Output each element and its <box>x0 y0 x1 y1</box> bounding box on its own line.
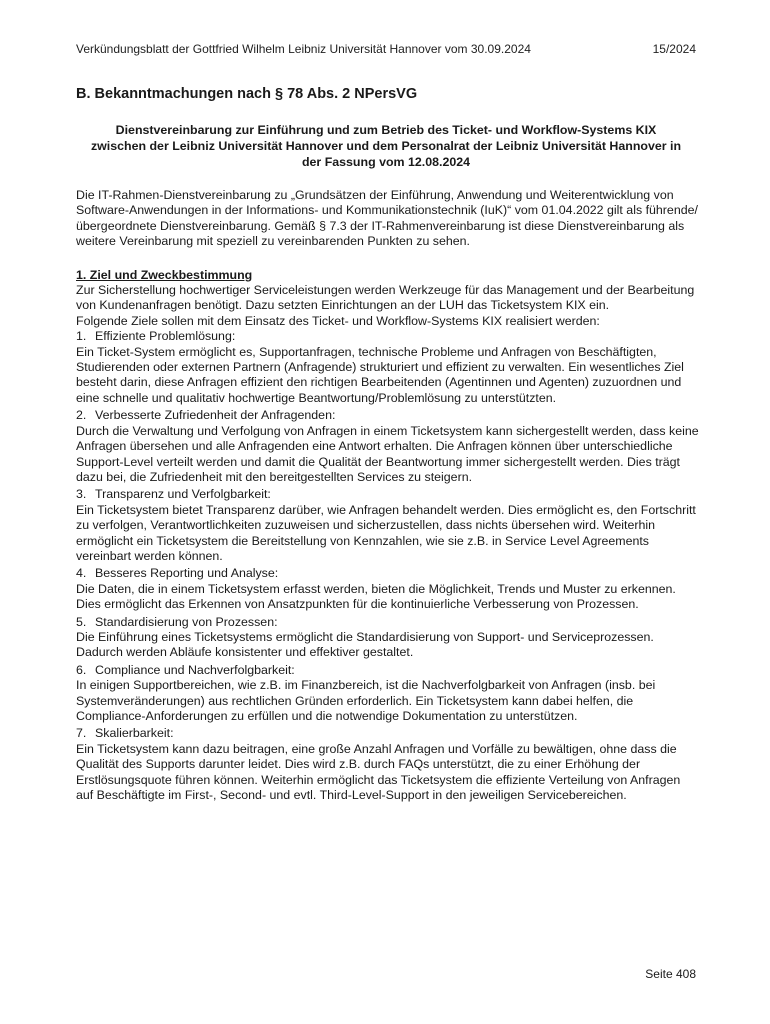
publication-line: Verkündungsblatt der Gottfried Wilhelm Leibniz Universität Hannover vom 30.09.2024 <box>76 42 531 56</box>
goal-title: Effiziente Problemlösung: <box>95 329 236 344</box>
goal-number: 7. <box>76 726 87 741</box>
goal-title: Verbesserte Zufriedenheit der Anfragenden: <box>95 408 336 423</box>
goal-number: 6. <box>76 662 87 677</box>
goal-number: 5. <box>76 614 87 629</box>
goal-item <box>76 487 700 564</box>
title-line-3: der Fassung vom 12.08.2024 <box>301 155 471 169</box>
goal-number: 1. <box>76 329 87 344</box>
goal-item <box>76 663 700 725</box>
chapter-paragraph-2: Folgende Ziele sollen mit dem Einsatz des Ticket- und Workflow-Systems KIX realisiert werden: <box>76 313 600 328</box>
goal-item <box>76 615 700 661</box>
goal-number: 2. <box>76 408 87 423</box>
goal-title: Compliance und Nachverfolgbarkeit: <box>95 662 295 677</box>
goal-description: Durch die Verwaltung und Verfolgung von Anfragen in einem Ticketsystem kann sichergestellt werden, dass keine Anfragen übersehen und alle Anfragenden eine Antwort erhalten. Die Anfragen können über unterschiedliche Support-Level verteilt werden und damit die Qualität der Beantwortung immer sichergestellt werden. Dies trägt dazu bei, die Zufriedenheit mit den bereitgestellten Services zu steigern. <box>76 423 699 484</box>
document-title <box>76 122 696 170</box>
goal-title: Skalierbarkeit: <box>95 726 174 741</box>
goal-title: Transparenz und Verfolgbarkeit: <box>95 487 271 502</box>
goal-title: Besseres Reporting und Analyse: <box>95 566 279 581</box>
title-line-1: Dienstvereinbarung zur Einführung und zum Betrieb des Ticket- und Workflow-Systems KIX <box>115 123 657 137</box>
intro-paragraph: Die IT-Rahmen-Dienstvereinbarung zu „Grundsätzen der Einführung, Anwendung und Weiterentwicklung von Software-Anwendungen in der Informations- und Kommunikationstechnik (IuK)“ vom 01.04.2022 gilt als führende/übergeordnete Dienstvereinbarung. Gemäß § 7.3 der IT-Rahmenvereinbarung ist diese Dienstvereinbarung als weitere Vereinbarung mit speziell zu vereinbarenden Punkten zu sehen. <box>76 188 698 249</box>
goal-number: 4. <box>76 566 87 581</box>
goal-description: Die Einführung eines Ticketsystems ermöglicht die Standardisierung von Support- und Serviceprozessen. Dadurch werden Abläufe konsistenter und effektiver gestaltet. <box>76 629 654 660</box>
goal-description: Ein Ticketsystem bietet Transparenz darüber, wie Anfragen behandelt werden. Dies ermöglicht es, den Fortschritt zu verfolgen, Verantwortlichkeiten zuzuweisen und sicherzustellen, dass nichts übersehen wird. Weiterhin ermöglicht ein Ticketsystem die Bereitstellung von Kennzahlen, wie sie z.B. in Service Level Agreements vereinbart werden können. <box>76 502 696 563</box>
chapter-heading: 1. Ziel und Zweckbestimmung <box>76 267 253 282</box>
chapter-paragraph-1: Zur Sicherstellung hochwertiger Serviceleistungen werden Werkzeuge für das Management und der Bearbeitung von Kundenanfragen benötigt. Dazu setzten Einrichtungen an der LUH das Ticketsystem KIX ein. <box>76 283 695 313</box>
goal-number: 3. <box>76 487 87 502</box>
goal-item <box>76 726 700 803</box>
goal-item <box>76 329 700 406</box>
goal-item <box>76 408 700 485</box>
goal-description: Die Daten, die in einem Ticketsystem erfasst werden, bieten die Möglichkeit, Trends und Muster zu erkennen. Dies ermöglicht das Erkennen von Ansatzpunkten für die kontinuierliche Verbesserung von Prozessen. <box>76 581 676 612</box>
document-body <box>76 188 700 805</box>
goal-description: Ein Ticket-System ermöglicht es, Supportanfragen, technische Probleme und Anfragen von Beschäftigten, Studierenden oder externen Partnern (Anfragende) strukturiert und effizient zu verwalten. Ein wesentliches Ziel besteht darin, diese Anfragen effizient den richtigen Bearbeitenden (Agentinnen und Agenten) zuzuordnen und eine schnelle und qualitativ hochwertige Beantwortung/Problemlösung zu unterstützten. <box>76 344 684 405</box>
issue-number: 15/2024 <box>652 42 696 56</box>
goals-list <box>76 329 700 803</box>
title-line-2: zwischen der Leibniz Universität Hannover und dem Personalrat der Leibniz Universität Hannover in <box>90 139 682 153</box>
page-number: Seite 408 <box>645 967 696 981</box>
goal-description: In einigen Supportbereichen, wie z.B. im Finanzbereich, ist die Nachverfolgbarkeit von Anfragen (insb. bei Systemveränderungen) aus rechtlichen Gründen erforderlich. Ein Ticketsystem kann dabei helfen, die Compliance-Anforderungen zu erfüllen und die notwendige Dokumentation zu unterstützen. <box>76 678 656 723</box>
goal-item <box>76 566 700 612</box>
section-heading: B. Bekanntmachungen nach § 78 Abs. 2 NPersVG <box>76 86 418 102</box>
goal-title: Standardisierung von Prozessen: <box>95 614 278 629</box>
goal-description: Ein Ticketsystem kann dazu beitragen, eine große Anzahl Anfragen und Vorfälle zu bewältigen, ohne dass die Qualität des Supports darunter leidet. Dies wird z.B. durch FAQs unterstützt, die zu einer Erhöhung der Erstlösungsquote führen können. Weiterhin ermöglicht das Ticketsystem die effiziente Verteilung von Anfragen auf Beschäftigte im First-, Second- und evtl. Third-Level-Support in den jeweiligen Servicebereichen. <box>76 741 681 803</box>
